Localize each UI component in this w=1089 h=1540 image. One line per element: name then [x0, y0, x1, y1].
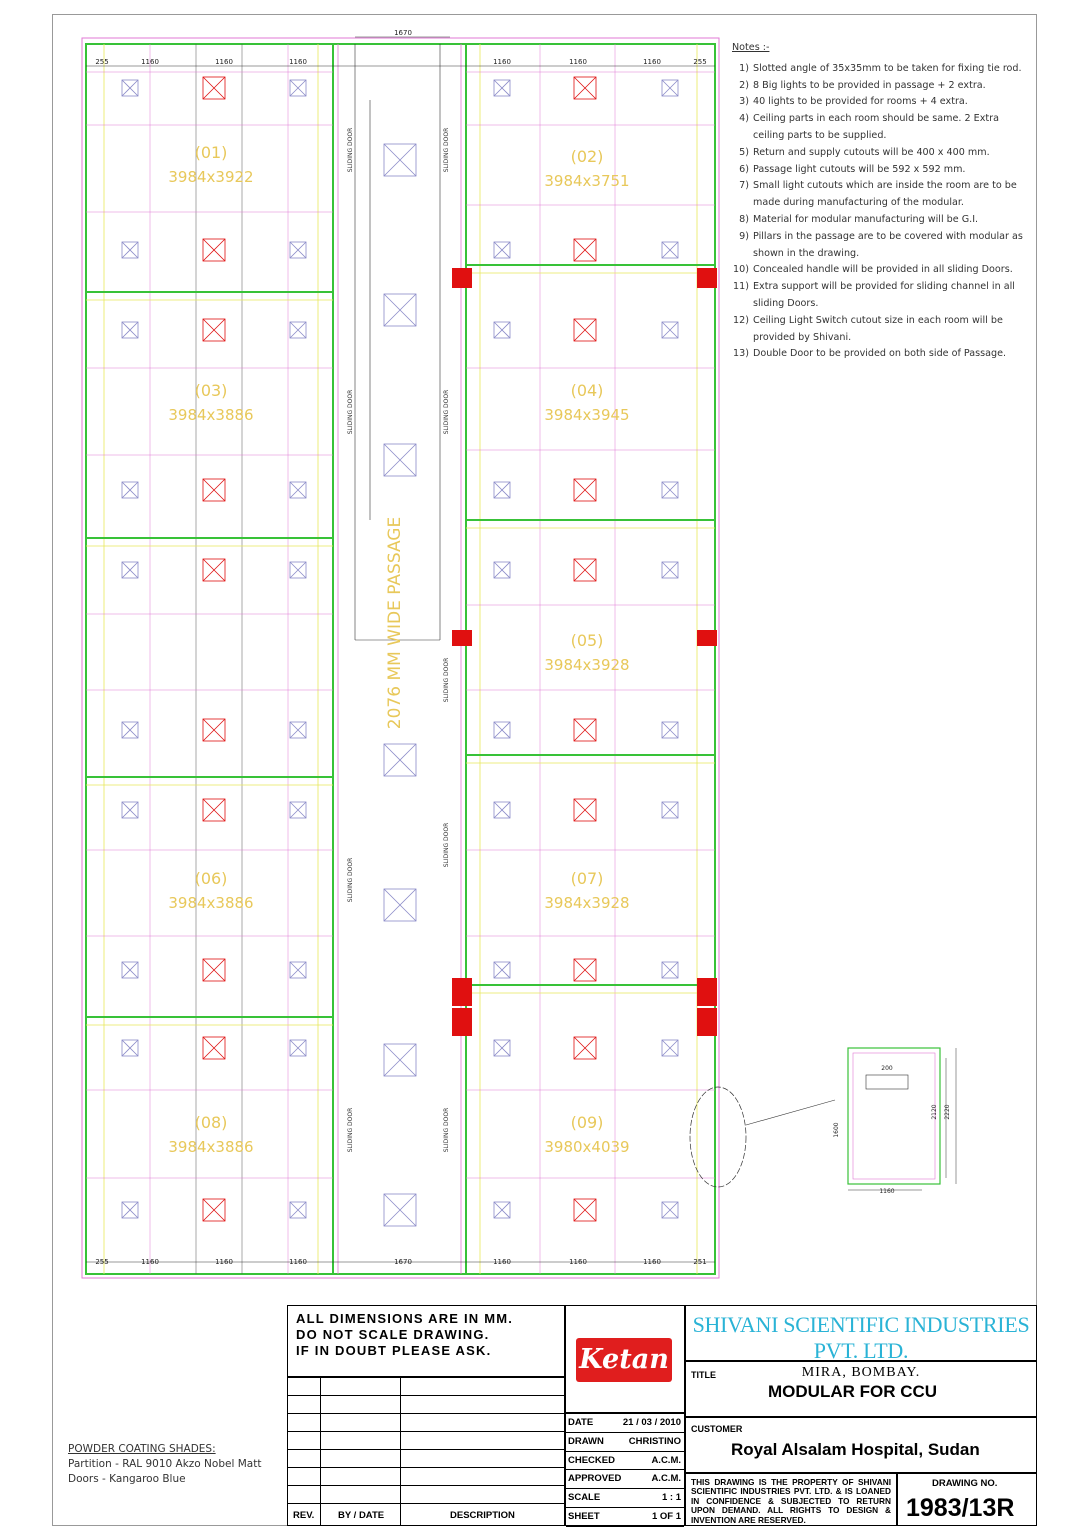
- note-text: Concealed handle will be provided in all sliding Doors.: [753, 264, 1013, 276]
- sliding-door-label: SLIDING DOOR: [347, 389, 354, 435]
- bottom-dimension: 1160: [493, 1258, 511, 1266]
- return-vent-icon: [662, 242, 678, 258]
- sliding-door-label: SLIDING DOOR: [347, 857, 354, 903]
- top-dimension: 1160: [569, 58, 587, 66]
- note-item: [732, 279, 1032, 313]
- shades-heading: POWDER COATING SHADES:: [68, 1443, 216, 1455]
- detail-dimension: 200: [881, 1065, 893, 1072]
- supply-vent-icon: [203, 479, 225, 501]
- sliding-door-label: SLIDING DOOR: [443, 127, 450, 173]
- shade-partition: Partition - RAL 9010 Akzo Nobel Matt: [68, 1458, 262, 1470]
- supply-vent-icon: [574, 239, 596, 261]
- bottom-dimension: 1160: [643, 1258, 661, 1266]
- customer-label: CUSTOMER: [691, 1424, 743, 1434]
- return-vent-icon: [290, 962, 306, 978]
- note-number: 3): [739, 96, 749, 108]
- note-number: 12): [733, 314, 749, 326]
- supply-vent-icon: [574, 319, 596, 341]
- meta-value: CHRISTINO: [628, 1435, 681, 1447]
- note-number: 13): [733, 348, 749, 360]
- supply-vent-icon: [574, 479, 596, 501]
- return-vent-icon: [662, 722, 678, 738]
- return-vent-icon: [290, 322, 306, 338]
- return-vent-icon: [662, 562, 678, 578]
- return-vent-icon: [494, 322, 510, 338]
- note-item: [732, 145, 1032, 162]
- return-vent-icon: [290, 722, 306, 738]
- return-vent-icon: [290, 242, 306, 258]
- drawing-number: 1983/13R: [906, 1494, 1015, 1522]
- note-text: Small light cutouts which are inside the room are to be made during manufacturing of the modular.: [753, 180, 1017, 209]
- supply-vent-icon: [574, 77, 596, 99]
- top-dimension: 1670: [394, 29, 412, 37]
- return-vent-icon: [662, 802, 678, 818]
- return-vent-icon: [494, 242, 510, 258]
- return-vent-icon: [662, 80, 678, 96]
- shade-doors: Doors - Kangaroo Blue: [68, 1473, 186, 1485]
- detail-dimension: 1600: [833, 1122, 840, 1138]
- return-vent-icon: [290, 482, 306, 498]
- bottom-dimension: 1160: [569, 1258, 587, 1266]
- dimension-warning: [287, 1305, 565, 1377]
- sliding-door-label: SLIDING DOOR: [443, 657, 450, 703]
- supply-vent-icon: [574, 1199, 596, 1221]
- drawing-number-cell: [897, 1473, 1037, 1526]
- return-vent-icon: [494, 962, 510, 978]
- return-vent-icon: [290, 1040, 306, 1056]
- meta-value: 1 : 1: [661, 1492, 681, 1504]
- top-dimension: 1160: [215, 58, 233, 66]
- note-item: [732, 94, 1032, 111]
- detail-dimension: 1160: [879, 1188, 895, 1195]
- supply-vent-icon: [574, 1037, 596, 1059]
- note-number: 9): [739, 230, 749, 242]
- company-name: SHIVANI SCIENTIFIC INDUSTRIES PVT. LTD.: [692, 1312, 1030, 1363]
- room-id: (08): [194, 1113, 228, 1132]
- room-size: 3984x3886: [168, 1138, 254, 1156]
- sliding-door-label: SLIDING DOOR: [347, 127, 354, 173]
- meta-value: A.C.M.: [651, 1473, 681, 1485]
- top-dimension: 1160: [643, 58, 661, 66]
- return-vent-icon: [290, 80, 306, 96]
- room-id: (09): [570, 1113, 604, 1132]
- meta-key: CHECKED: [568, 1454, 615, 1466]
- logo-badge: Ketan: [576, 1338, 672, 1382]
- meta-value: 1 OF 1: [651, 1511, 681, 1522]
- sliding-door-label: SLIDING DOOR: [443, 389, 450, 435]
- property-note: THIS DRAWING IS THE PROPERTY OF SHIVANI SCIENTIFIC INDUSTRIES PVT. LTD. & IS LOANED IN CONFIDENCE & SUBJECTED TO RETURN UPON DEMAND. ALL RIGHTS TO DESIGN & INVENTION ARE RESERVED.: [685, 1473, 897, 1526]
- room-id: (05): [570, 631, 604, 650]
- room-size: 3984x3928: [544, 894, 630, 912]
- return-vent-icon: [494, 482, 510, 498]
- return-vent-icon: [662, 1040, 678, 1056]
- note-text: Ceiling parts in each room should be same. 2 Extra ceiling parts to be supplied.: [753, 113, 999, 141]
- note-item: [732, 78, 1032, 95]
- note-item: [732, 162, 1032, 179]
- note-text: Material for modular manufacturing will be G.I.: [753, 213, 979, 225]
- note-text: Double Door to be provided on both side of Passage.: [753, 348, 1007, 360]
- note-item: [732, 111, 1032, 145]
- supply-vent-icon: [203, 799, 225, 821]
- passage-light-icon: [384, 1044, 416, 1076]
- return-vent-icon: [290, 562, 306, 578]
- return-vent-icon: [290, 802, 306, 818]
- drawing-title: MODULAR FOR CCU: [768, 1382, 938, 1401]
- meta-row: [566, 1414, 684, 1433]
- note-item: [732, 212, 1032, 229]
- customer-cell: [685, 1417, 1037, 1473]
- bottom-dimension: 1160: [141, 1258, 159, 1266]
- note-number: 2): [739, 79, 749, 91]
- return-vent-icon: [494, 1040, 510, 1056]
- return-vent-icon: [662, 322, 678, 338]
- room-id: (01): [194, 143, 228, 162]
- return-vent-icon: [494, 722, 510, 738]
- note-number: 1): [739, 62, 749, 74]
- meta-key: SCALE: [568, 1492, 601, 1504]
- description-header: DESCRIPTION: [450, 1510, 515, 1521]
- return-vent-icon: [662, 962, 678, 978]
- company-city: MIRA, BOMBAY.: [801, 1365, 921, 1380]
- return-vent-icon: [122, 962, 138, 978]
- supply-vent-icon: [574, 559, 596, 581]
- detail-dimension: 2120: [931, 1104, 938, 1120]
- passage-light-icon: [384, 444, 416, 476]
- note-text: Ceiling Light Switch cutout size in each room will be provided by Shivani.: [753, 314, 1003, 343]
- passage-light-icon: [384, 1194, 416, 1226]
- notes-heading: Notes :-: [732, 42, 770, 53]
- note-text: 8 Big lights to be provided in passage + 2 extra.: [753, 79, 986, 91]
- return-vent-icon: [494, 80, 510, 96]
- rev-header: REV.: [293, 1510, 315, 1521]
- notes-list: [732, 61, 1032, 363]
- supply-vent-icon: [203, 77, 225, 99]
- room-id: (06): [194, 869, 228, 888]
- return-vent-icon: [122, 562, 138, 578]
- powder-coating-shades: [68, 1442, 261, 1487]
- note-number: 8): [739, 213, 749, 225]
- sliding-door-label: SLIDING DOOR: [347, 1107, 354, 1153]
- meta-key: DATE: [568, 1417, 594, 1428]
- meta-table: [565, 1413, 685, 1526]
- meta-row: [566, 1508, 684, 1527]
- note-number: 4): [739, 113, 749, 125]
- return-vent-icon: [494, 562, 510, 578]
- title-label: TITLE: [691, 1370, 716, 1380]
- note-item: [732, 61, 1032, 78]
- supply-vent-icon: [574, 799, 596, 821]
- note-number: 7): [739, 180, 749, 192]
- note-item: [732, 346, 1032, 363]
- warning-line: IF IN DOUBT PLEASE ASK.: [296, 1343, 492, 1358]
- note-text: Pillars in the passage are to be covered with modular as shown in the drawing.: [753, 230, 1023, 259]
- note-item: [732, 313, 1032, 347]
- warning-line: DO NOT SCALE DRAWING.: [296, 1327, 490, 1342]
- room-size: 3984x3886: [168, 406, 254, 424]
- title-block: [287, 1305, 1037, 1526]
- supply-vent-icon: [203, 319, 225, 341]
- title-cell: [685, 1361, 1037, 1417]
- sliding-door-label: SLIDING DOOR: [443, 822, 450, 868]
- drawing-no-label: DRAWING NO.: [932, 1478, 998, 1489]
- bottom-dimension: 1160: [215, 1258, 233, 1266]
- note-number: 10): [733, 264, 749, 276]
- meta-row: [566, 1433, 684, 1452]
- note-text: Extra support will be provided for sliding channel in all sliding Doors.: [753, 281, 1015, 309]
- return-vent-icon: [122, 802, 138, 818]
- supply-vent-icon: [203, 239, 225, 261]
- note-item: [732, 262, 1032, 279]
- note-text: Return and supply cutouts will be 400 x 400 mm.: [753, 146, 990, 158]
- top-dimension: 1160: [141, 58, 159, 66]
- meta-key: DRAWN: [568, 1435, 604, 1447]
- return-vent-icon: [122, 722, 138, 738]
- return-vent-icon: [494, 1202, 510, 1218]
- return-vent-icon: [122, 80, 138, 96]
- top-dimension: 1160: [289, 58, 307, 66]
- room-size: 3984x3928: [544, 656, 630, 674]
- supply-vent-icon: [203, 1199, 225, 1221]
- room-size: 3980x4039: [544, 1138, 630, 1156]
- supply-vent-icon: [203, 559, 225, 581]
- supply-vent-icon: [203, 719, 225, 741]
- passage-label: 2076 MM WIDE PASSAGE: [385, 516, 405, 730]
- supply-vent-icon: [203, 1037, 225, 1059]
- note-number: 5): [739, 146, 749, 158]
- passage-light-icon: [384, 744, 416, 776]
- return-vent-icon: [494, 802, 510, 818]
- return-vent-icon: [122, 1040, 138, 1056]
- company-logo: [565, 1305, 685, 1413]
- note-text: 40 lights to be provided for rooms + 4 extra.: [753, 96, 968, 108]
- meta-key: SHEET: [568, 1511, 600, 1522]
- return-vent-icon: [122, 322, 138, 338]
- passage-light-icon: [384, 294, 416, 326]
- bottom-dimension: 1670: [394, 1258, 412, 1266]
- note-number: 6): [739, 163, 749, 175]
- warning-line: ALL DIMENSIONS ARE IN MM.: [296, 1311, 514, 1326]
- room-id: (07): [570, 869, 604, 888]
- room-id: (04): [570, 381, 604, 400]
- bottom-dimension: 1160: [289, 1258, 307, 1266]
- meta-value: 21 / 03 / 2010: [622, 1417, 681, 1428]
- meta-key: APPROVED: [568, 1473, 622, 1485]
- meta-row: [566, 1489, 684, 1508]
- notes-panel: [732, 40, 1032, 363]
- return-vent-icon: [290, 1202, 306, 1218]
- bottom-dimension: 255: [95, 1258, 109, 1266]
- supply-vent-icon: [574, 959, 596, 981]
- return-vent-icon: [662, 482, 678, 498]
- room-id: (03): [194, 381, 228, 400]
- note-item: [732, 178, 1032, 212]
- passage-light-icon: [384, 889, 416, 921]
- revision-header: [288, 1507, 566, 1525]
- supply-vent-icon: [203, 959, 225, 981]
- return-vent-icon: [122, 1202, 138, 1218]
- top-dimension: 255: [95, 58, 109, 66]
- by-date-header: BY / DATE: [338, 1510, 385, 1521]
- note-text: Slotted angle of 35x35mm to be taken for fixing tie rod.: [753, 62, 1022, 74]
- note-text: Passage light cutouts will be 592 x 592 mm.: [753, 163, 966, 175]
- top-dimension: 1160: [493, 58, 511, 66]
- room-size: 3984x3751: [544, 172, 630, 190]
- top-dimension: 255: [693, 58, 707, 66]
- detail-dimension: 2220: [944, 1104, 951, 1120]
- room-id: (02): [570, 147, 604, 166]
- supply-vent-icon: [574, 719, 596, 741]
- sliding-door-label: SLIDING DOOR: [443, 1107, 450, 1153]
- return-vent-icon: [122, 242, 138, 258]
- revision-table: [287, 1377, 565, 1526]
- note-number: 11): [733, 281, 749, 293]
- meta-row: [566, 1470, 684, 1489]
- return-vent-icon: [662, 1202, 678, 1218]
- passage-light-icon: [384, 144, 416, 176]
- return-vent-icon: [122, 482, 138, 498]
- customer-name: Royal Alsalam Hospital, Sudan: [731, 1440, 980, 1459]
- meta-row: [566, 1452, 684, 1471]
- room-size: 3984x3922: [168, 168, 254, 186]
- room-size: 3984x3886: [168, 894, 254, 912]
- bottom-dimension: 251: [693, 1258, 707, 1266]
- room-size: 3984x3945: [544, 406, 630, 424]
- note-item: [732, 229, 1032, 263]
- meta-value: A.C.M.: [651, 1454, 681, 1466]
